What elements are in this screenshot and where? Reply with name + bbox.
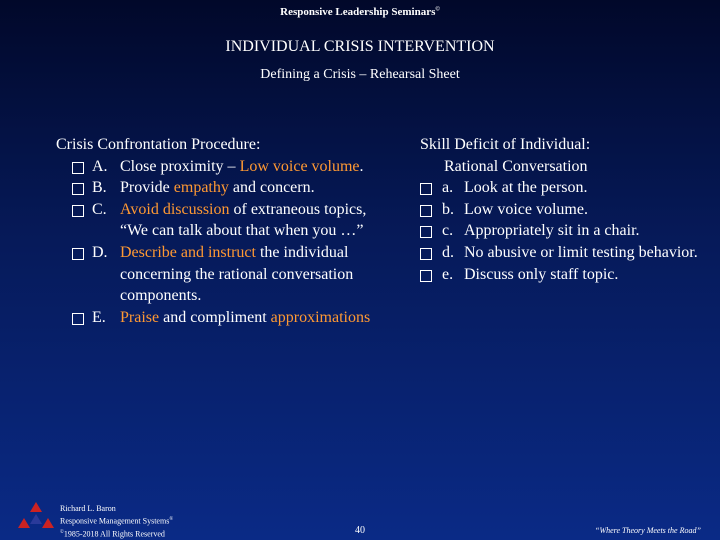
- procedure-item-c: [56, 199, 376, 242]
- procedure-item-b: [56, 177, 376, 199]
- checkbox-icon[interactable]: [420, 226, 432, 238]
- page-title: INDIVIDUAL CRISIS INTERVENTION: [225, 38, 495, 55]
- item-text: Appropriately sit in a chair.: [464, 222, 640, 240]
- skill-item-e: [420, 264, 710, 286]
- text-segment: and concern.: [228, 179, 315, 197]
- crisis-procedure-heading: Crisis Confrontation Procedure:: [56, 136, 261, 153]
- footer-company: [60, 514, 173, 527]
- highlighted-text: Avoid discussion: [120, 200, 230, 218]
- highlighted-text: Praise: [120, 308, 160, 326]
- item-text: [120, 307, 376, 329]
- item-letter: e.: [442, 265, 454, 283]
- brand-name: Responsive Leadership Seminars: [280, 6, 436, 18]
- item-text: Look at the person.: [464, 179, 588, 197]
- highlighted-text: Low voice volume: [239, 157, 360, 175]
- item-letter: A.: [92, 157, 108, 175]
- footer-rights: [60, 527, 173, 540]
- text-segment: the individual concerning the rational conversation components.: [120, 243, 354, 305]
- checkbox-icon[interactable]: [420, 205, 432, 217]
- highlighted-text: empathy: [173, 179, 229, 197]
- registered-mark: ®: [169, 517, 174, 522]
- logo-triangle-center: [30, 514, 42, 524]
- checkbox-icon[interactable]: [72, 183, 84, 195]
- skill-deficit-subheading: Rational Conversation: [444, 157, 588, 175]
- item-letter: c.: [442, 222, 454, 240]
- item-letter: E.: [92, 308, 106, 326]
- company-logo-icon: [14, 500, 58, 536]
- checkbox-icon[interactable]: [72, 205, 84, 217]
- text-segment: .: [359, 157, 364, 175]
- rights-text: 1985-2018 All Rights Reserved: [63, 529, 165, 539]
- skill-deficit-heading: Skill Deficit of Individual:: [420, 136, 591, 153]
- item-text: [120, 156, 376, 178]
- item-letter: C.: [92, 200, 107, 218]
- checkbox-icon[interactable]: [420, 183, 432, 195]
- item-text: Low voice volume.: [464, 200, 588, 218]
- page-number: 40: [355, 525, 365, 536]
- page-subtitle: Defining a Crisis – Rehearsal Sheet: [260, 67, 460, 82]
- checkbox-icon[interactable]: [72, 248, 84, 260]
- item-text: [120, 199, 376, 242]
- copyright-mark: ©: [60, 529, 64, 535]
- procedure-item-e: [56, 307, 376, 329]
- skill-item-b: [420, 199, 710, 221]
- skill-item-d: [420, 242, 710, 264]
- footer-tagline: “Where Theory Meets the Road”: [595, 526, 701, 535]
- highlighted-text: Describe and instruct: [120, 243, 256, 261]
- copyright-mark: ©: [435, 6, 440, 13]
- item-text: Discuss only staff topic.: [464, 265, 619, 283]
- footer-copyright: [60, 503, 173, 539]
- checkbox-icon[interactable]: [420, 248, 432, 260]
- text-segment: and compliment: [159, 308, 271, 326]
- item-text: No abusive or limit testing behavior.: [464, 243, 698, 261]
- logo-triangle-left: [18, 518, 30, 528]
- item-letter: D.: [92, 243, 108, 261]
- item-text: [120, 177, 376, 199]
- checkbox-icon[interactable]: [72, 162, 84, 174]
- footer-author: Richard L. Baron: [60, 504, 116, 513]
- item-text: [120, 242, 376, 307]
- checkbox-icon[interactable]: [420, 270, 432, 282]
- checkbox-icon[interactable]: [72, 313, 84, 325]
- logo-triangle-right: [42, 518, 54, 528]
- text-segment: Close proximity –: [120, 157, 240, 175]
- skill-deficit-section: [420, 134, 710, 285]
- procedure-item-a: [56, 156, 376, 178]
- text-segment: Provide: [120, 179, 174, 197]
- crisis-procedure-section: [56, 134, 376, 328]
- company-name: Responsive Management Systems: [60, 516, 170, 526]
- item-letter: B.: [92, 179, 107, 197]
- item-letter: d.: [442, 243, 454, 261]
- skill-item-a: [420, 177, 710, 199]
- item-letter: a.: [442, 179, 454, 197]
- logo-triangle-top: [30, 502, 42, 512]
- procedure-item-d: [56, 242, 376, 307]
- text-segment: of extraneous topics, “We can talk about that when you …”: [120, 200, 367, 240]
- brand-header: [0, 6, 720, 18]
- item-letter: b.: [442, 200, 454, 218]
- skill-item-c: [420, 220, 710, 242]
- highlighted-text: approximations: [270, 308, 371, 326]
